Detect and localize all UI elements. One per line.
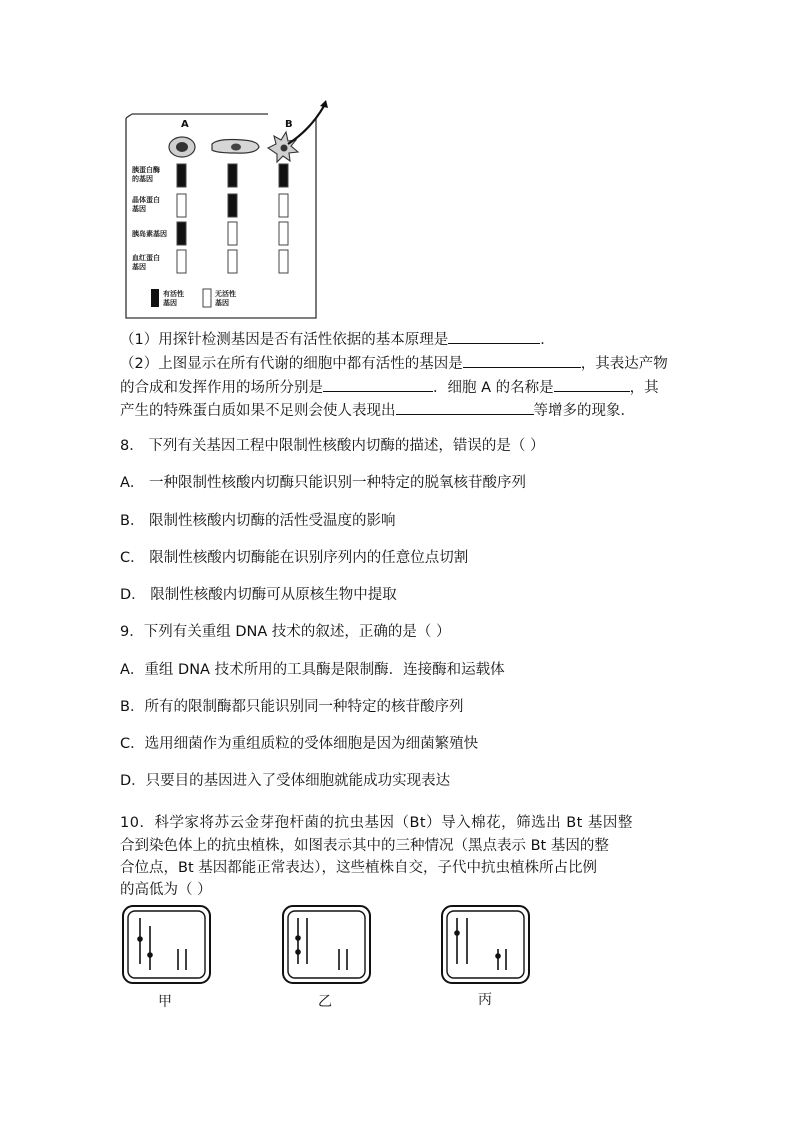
panel-label-bing: 丙 <box>478 992 492 1008</box>
chromosome-panel-jia <box>121 904 213 986</box>
blank <box>396 399 534 415</box>
blank <box>554 376 630 392</box>
probe-curve <box>288 106 324 144</box>
q8-option-b: B． 限制性核酸内切酶的活性受温度的影响 <box>120 513 396 529</box>
panel-label-yi: 乙 <box>318 994 332 1010</box>
q7-part3: 的合成和发挥作用的场所分别是 ．细胞 A 的名称是 ，其 <box>120 376 659 398</box>
q7-part1: （1）用探针检测基因是否有活性依据的基本原理是 ． <box>120 328 555 350</box>
q8-option-a: A． 一种限制性核酸内切酶只能识别一种特定的脱氧核苷酸序列 <box>120 475 527 491</box>
q9-stem: 9．下列有关重组 DNA 技术的叙述，正确的是（ ） <box>120 624 451 640</box>
gene-label-hemoglobin: 血红蛋白 基因 <box>132 254 160 271</box>
q7-part2: （2）上图显示在所有代谢的细胞中都有活性的基因是 ，其表达产物 <box>120 352 668 374</box>
q9-option-a: A．重组 DNA 技术所用的工具酶是限制酶．连接酶和运载体 <box>120 662 505 678</box>
inactive-gene-box <box>228 222 237 245</box>
q8-option-c: C． 限制性核酸内切酶能在识别序列内的任意位点切割 <box>120 550 469 566</box>
blank <box>448 328 540 344</box>
inactive-gene-box <box>228 250 237 273</box>
legend-inactive-label: 无活性 基因 <box>215 290 236 307</box>
cell-a-label: A <box>181 119 189 130</box>
gene-label-crystal: 晶体蛋白 基因 <box>132 196 160 213</box>
q10-line4: 的高低为（ ） <box>120 882 212 898</box>
inactive-gene-box <box>177 194 186 217</box>
active-gene-box <box>228 194 237 217</box>
gene-label-trypsin: 胰蛋白酶 的基因 <box>132 166 160 183</box>
q10-line2: 合到染色体上的抗虫植株，如图表示其中的三种情况（黑点表示 Bt 基因的整 <box>120 838 609 854</box>
chromosome-panel-yi <box>281 904 373 986</box>
inactive-gene-box <box>177 250 186 273</box>
active-gene-box <box>177 164 186 187</box>
chromosome-panel-bing <box>440 904 532 986</box>
bt-site-dot <box>137 936 143 942</box>
q9-option-d: D．只要目的基因进入了受体细胞就能成功实现表达 <box>120 773 451 789</box>
cell-middle-icon <box>212 140 259 154</box>
bt-site-dot <box>147 952 153 958</box>
q9-option-c: C．选用细菌作为重组质粒的受体细胞是因为细菌繁殖快 <box>120 736 479 752</box>
q8-option-d: D． 限制性核酸内切酶可从原核生物中提取 <box>120 587 397 603</box>
blank <box>323 376 433 392</box>
q7-part4: 产生的特殊蛋白质如果不足则会使人表现出 等增多的现象． <box>120 399 635 421</box>
legend-active-box <box>151 289 159 307</box>
bt-site-dot <box>295 949 301 955</box>
inactive-gene-box <box>279 222 288 245</box>
cell-b-label: B <box>285 119 293 130</box>
blank <box>463 352 581 368</box>
inactive-gene-box <box>279 194 288 217</box>
bt-site-dot <box>454 930 460 936</box>
active-gene-box <box>177 222 186 245</box>
cell-b-icon <box>268 132 298 162</box>
q9-option-b: B．所有的限制酶都只能识别同一种特定的核苷酸序列 <box>120 699 464 715</box>
panel-label-jia: 甲 <box>158 994 172 1010</box>
legend-inactive-box <box>203 289 211 307</box>
active-gene-box <box>228 164 237 187</box>
gene-label-insulin: 胰岛素基因 <box>132 230 167 238</box>
probe-arrow <box>320 100 328 108</box>
cell-a-icon <box>169 137 195 157</box>
q10-line3: 合位点，Bt 基因都能正常表达），这些植株自交，子代中抗虫植株所占比例 <box>120 860 597 876</box>
q10-line1: 10．科学家将苏云金芽孢杆菌的抗虫基因（Bt）导入棉花，筛选出 Bt 基因整 <box>120 815 633 831</box>
bt-site-dot <box>295 935 301 941</box>
active-gene-box <box>279 164 288 187</box>
bt-site-dot <box>495 953 501 959</box>
q8-stem: 8． 下列有关基因工程中限制性核酸内切酶的描述，错误的是（ ） <box>120 438 545 454</box>
legend-active-label: 有活性 基因 <box>163 290 184 307</box>
inactive-gene-box <box>279 250 288 273</box>
